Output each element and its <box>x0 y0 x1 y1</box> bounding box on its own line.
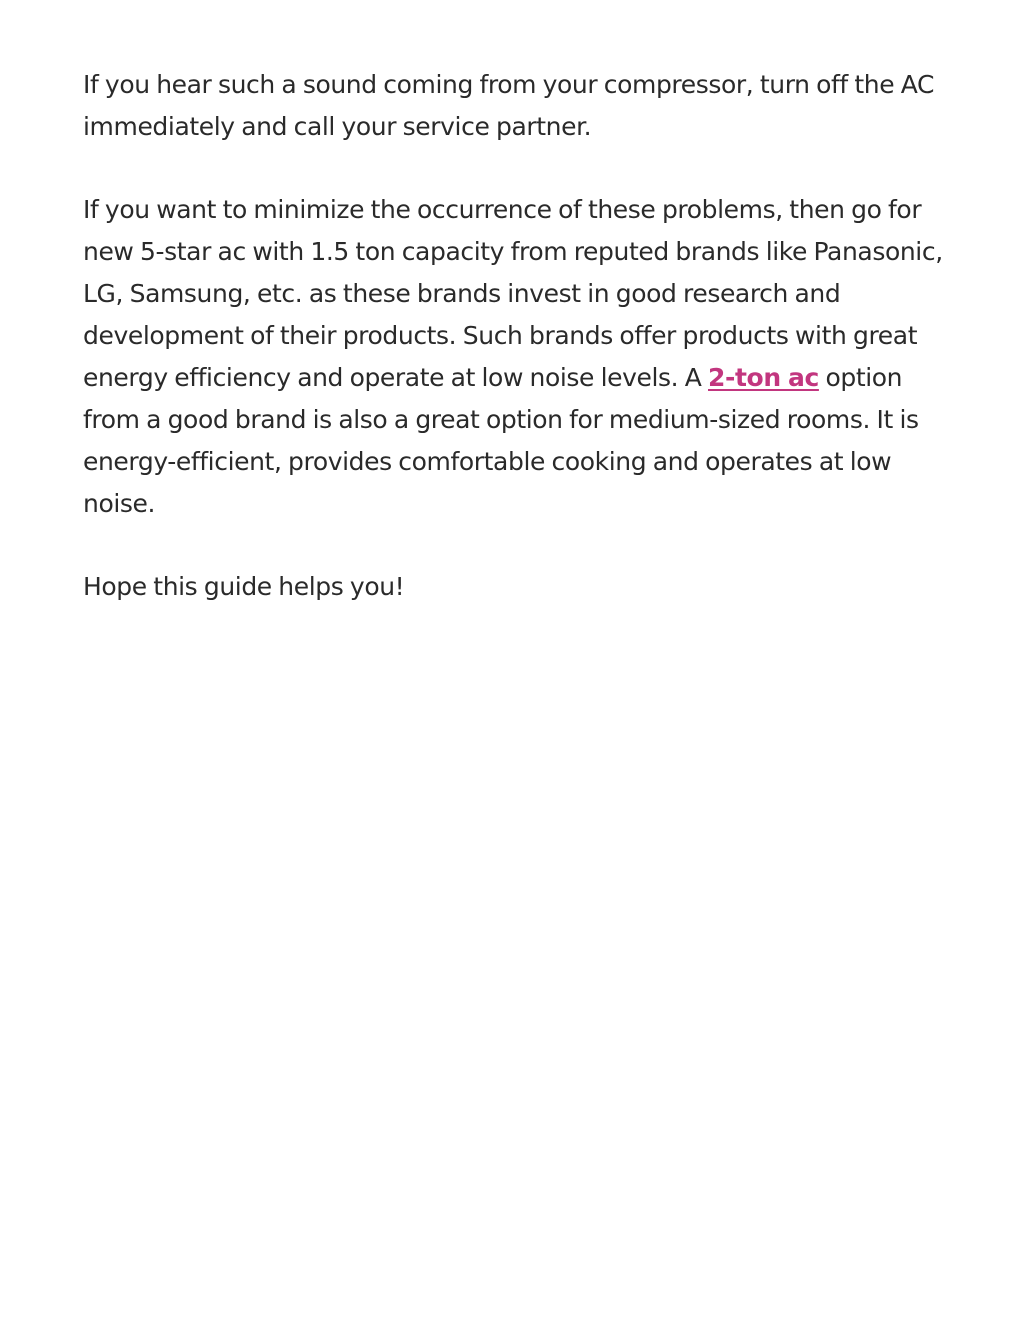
article-body <box>83 64 953 649</box>
paragraph-recommendation <box>83 189 953 525</box>
paragraph-recommendation-text-before-link: If you want to minimize the occurrence of these problems, then go for new 5-star ac with 1.5 ton capacity from reputed brands like Panasonic, LG, Samsung, etc. as these brands invest in good research and development of their products. Such brands offer products with great energy efficiency and operate at low noise levels. A <box>83 195 943 392</box>
paragraph-closing: Hope this guide helps you! <box>83 572 405 601</box>
two-ton-ac-link[interactable]: 2-ton ac <box>708 363 819 392</box>
paragraph-recommendation-text-after-link: option from a good brand is also a great option for medium-sized rooms. It is energy-efficient, provides comfortable cooking and operates at low noise. <box>83 363 919 518</box>
paragraph-compressor-warning: If you hear such a sound coming from your compressor, turn off the AC immediately and call your service partner. <box>83 70 935 141</box>
